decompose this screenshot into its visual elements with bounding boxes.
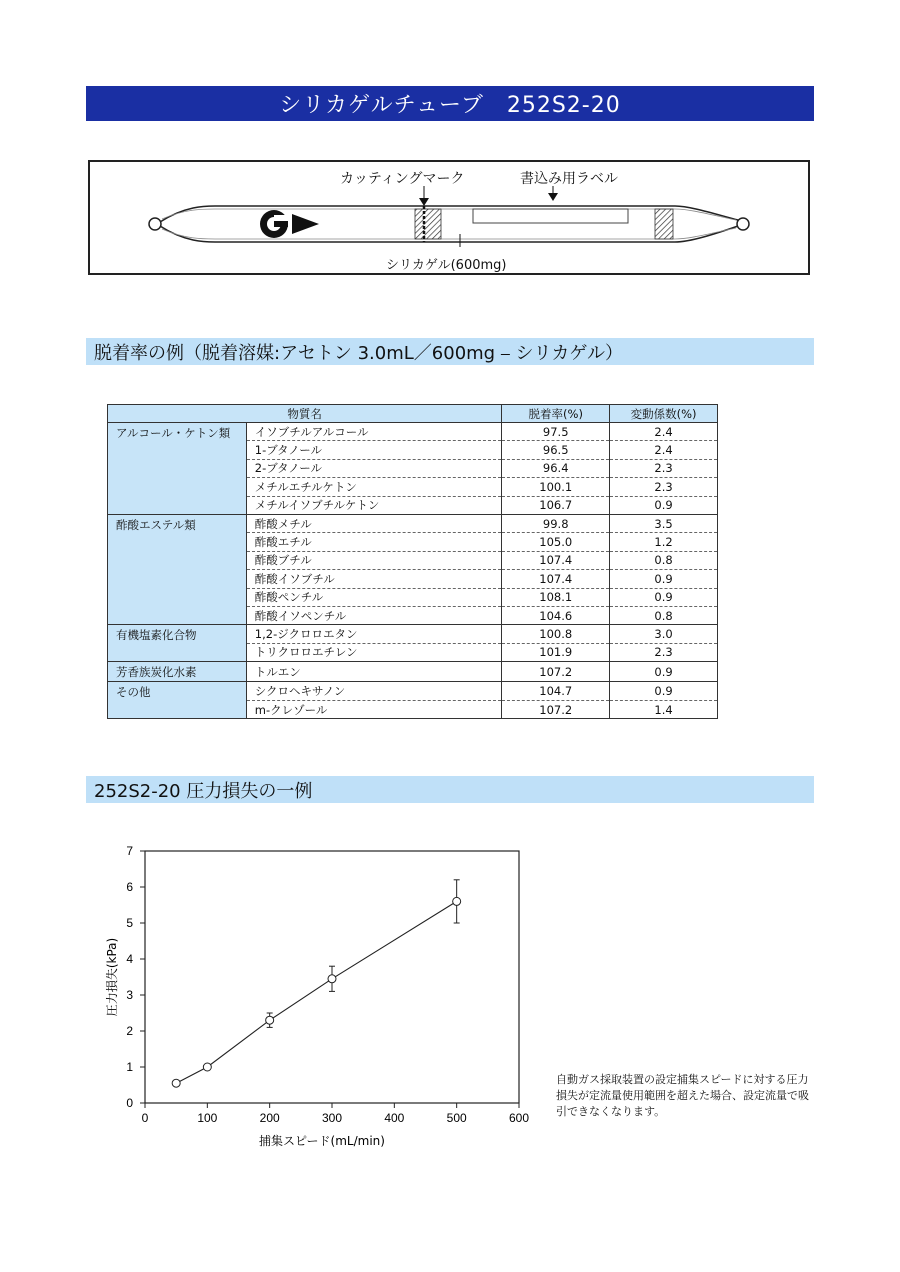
cv-cell: 3.5 [610, 514, 718, 532]
cut-arrow-icon [419, 198, 429, 206]
table-row [108, 514, 718, 532]
rate-cell: 96.5 [502, 441, 610, 459]
y-tick-label: 6 [126, 880, 133, 894]
plot-frame [145, 851, 519, 1103]
x-tick-label: 500 [446, 1111, 467, 1125]
rate-cell: 108.1 [502, 588, 610, 606]
page-title: シリカゲルチューブ 252S2-20 [86, 86, 814, 121]
tube-left-tip [149, 218, 161, 230]
substance-cell: イソブチルアルコール [246, 423, 502, 441]
category-cell: その他 [108, 682, 247, 719]
x-tick-label: 100 [197, 1111, 218, 1125]
cv-cell: 3.0 [610, 625, 718, 643]
rate-cell: 100.8 [502, 625, 610, 643]
rate-cell: 99.8 [502, 514, 610, 532]
substance-cell: シクロヘキサノン [246, 682, 502, 700]
note-text: 自動ガス採取装置の設定捕集スピードに対する圧力損失が定流量使用範囲を超えた場合、設定流量で吸引できなくなります。 [556, 1073, 809, 1118]
rate-cell: 100.1 [502, 478, 610, 496]
cv-cell: 1.2 [610, 533, 718, 551]
substance-cell: 酢酸ペンチル [246, 588, 502, 606]
write-label-label: 書込み用ラベル [520, 171, 618, 187]
data-point [266, 1016, 274, 1024]
header-substance: 物質名 [108, 405, 502, 423]
data-point [203, 1063, 211, 1071]
substance-cell: 酢酸メチル [246, 514, 502, 532]
cv-cell: 2.4 [610, 423, 718, 441]
cv-cell: 2.4 [610, 441, 718, 459]
substance-cell: 酢酸ブチル [246, 551, 502, 569]
data-point [328, 975, 336, 983]
y-tick-label: 7 [126, 844, 133, 858]
substance-cell: トリクロロエチレン [246, 643, 502, 661]
rate-cell: 104.6 [502, 606, 610, 624]
substance-cell: 1-ブタノール [246, 441, 502, 459]
table-row [108, 423, 718, 441]
y-tick-label: 2 [126, 1024, 133, 1038]
y-tick-label: 5 [126, 916, 133, 930]
cv-cell: 0.9 [610, 662, 718, 682]
x-tick-label: 200 [259, 1111, 280, 1125]
cv-cell: 0.8 [610, 606, 718, 624]
substance-cell: 酢酸エチル [246, 533, 502, 551]
substance-cell: 酢酸イソブチル [246, 570, 502, 588]
table-row [108, 682, 718, 700]
cv-cell: 1.4 [610, 700, 718, 718]
category-cell: アルコール・ケトン類 [108, 423, 247, 515]
rate-cell: 105.0 [502, 533, 610, 551]
cv-cell: 2.3 [610, 478, 718, 496]
x-tick-label: 600 [508, 1111, 530, 1125]
rate-cell: 107.4 [502, 570, 610, 588]
series-line [176, 901, 457, 1083]
cv-cell: 2.3 [610, 643, 718, 661]
tube-diagram [88, 160, 810, 275]
label-arrow-icon [548, 193, 558, 201]
end-plug [655, 209, 673, 239]
x-tick-label: 400 [384, 1111, 405, 1125]
rate-cell: 96.4 [502, 459, 610, 477]
desorption-table [107, 404, 718, 719]
substance-cell: トルエン [246, 662, 502, 682]
cv-cell: 0.9 [610, 588, 718, 606]
y-tick-label: 4 [126, 952, 133, 966]
rate-cell: 101.9 [502, 643, 610, 661]
data-point [453, 897, 461, 905]
desorption-section-heading: 脱着率の例（脱着溶媒:アセトン 3.0mL／600mg ⎯ シリカゲル） [86, 338, 814, 365]
substance-cell: m-クレゾール [246, 700, 502, 718]
category-cell: 芳香族炭化水素 [108, 662, 247, 682]
y-axis-label: 圧力損失(kPa) [105, 937, 119, 1017]
cutting-mark-plug [415, 209, 441, 239]
rate-cell: 107.2 [502, 662, 610, 682]
pressure-loss-section-heading: 252S2-20 圧力損失の一例 [86, 776, 814, 803]
table-row [108, 625, 718, 643]
cv-cell: 0.9 [610, 682, 718, 700]
substance-cell: 2-ブタノール [246, 459, 502, 477]
arrow-logo-icon [292, 214, 319, 234]
table-row [108, 662, 718, 682]
data-point [172, 1079, 180, 1087]
cv-cell: 2.3 [610, 459, 718, 477]
substance-cell: メチルイソブチルケトン [246, 496, 502, 514]
write-label [473, 209, 628, 223]
header-desorption-rate: 脱着率(%) [502, 405, 610, 423]
y-tick-label: 1 [126, 1060, 133, 1074]
category-cell: 酢酸エステル類 [108, 514, 247, 624]
rate-cell: 97.5 [502, 423, 610, 441]
x-tick-label: 0 [141, 1111, 149, 1125]
substance-cell: 酢酸イソペンチル [246, 606, 502, 624]
rate-cell: 106.7 [502, 496, 610, 514]
cutting-mark-label: カッティングマーク [340, 171, 465, 187]
rate-cell: 107.2 [502, 700, 610, 718]
cv-cell: 0.9 [610, 570, 718, 588]
y-tick-label: 3 [126, 988, 133, 1002]
cv-cell: 0.9 [610, 496, 718, 514]
y-tick-label: 0 [126, 1096, 133, 1110]
category-cell: 有機塩素化合物 [108, 625, 247, 662]
tube-right-tip [737, 218, 749, 230]
x-axis-label: 捕集スピード(mL/min) [259, 1134, 385, 1148]
tube-body [160, 206, 738, 242]
header-cv: 変動係数(%) [610, 405, 718, 423]
substance-cell: メチルエチルケトン [246, 478, 502, 496]
silica-gel-label: シリカゲル(600mg) [386, 258, 507, 273]
rate-cell: 104.7 [502, 682, 610, 700]
substance-cell: 1,2-ジクロロエタン [246, 625, 502, 643]
x-tick-label: 300 [321, 1111, 343, 1125]
rate-cell: 107.4 [502, 551, 610, 569]
cv-cell: 0.8 [610, 551, 718, 569]
